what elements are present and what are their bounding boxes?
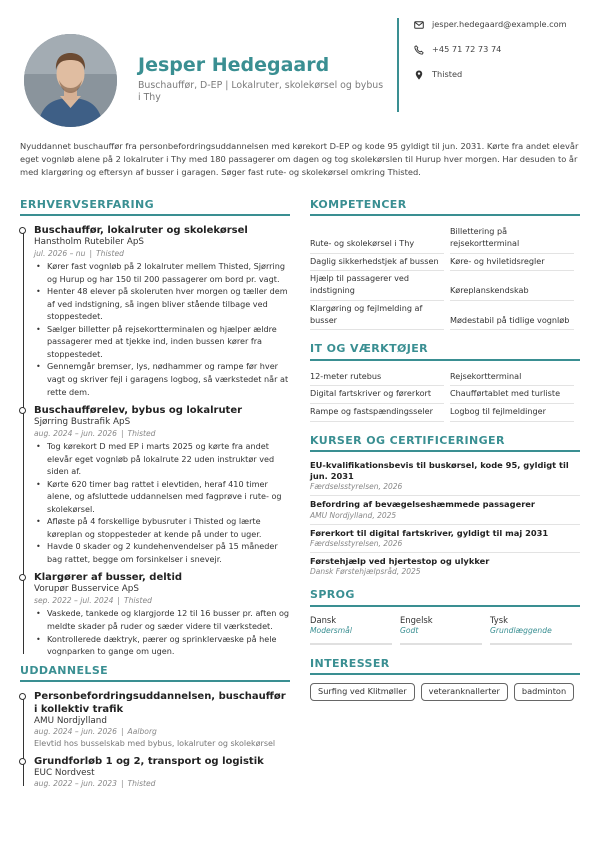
job-dates: sep. 2022 – jul. 2024 — [34, 595, 114, 605]
course-title: Befordring af bevægelseshæmmede passagerer — [310, 499, 536, 510]
section-title-courses: KURSER OG CERTIFICERINGER — [310, 434, 580, 452]
job-title: Buschauffør, lokalruter og skolekørsel — [34, 225, 248, 237]
school: EUC Nordvest — [34, 768, 95, 779]
language-name: Tysk — [490, 614, 508, 625]
contact-phone-text: +45 71 72 73 74 — [432, 44, 502, 55]
interest-tag: veteranknallerter — [421, 683, 508, 700]
tool-item: 12-meter rutebus — [310, 369, 444, 387]
job-meta — [34, 596, 290, 607]
language-name: Dansk — [310, 614, 337, 625]
education-place: Aalborg — [127, 727, 157, 737]
tools-grid — [310, 369, 580, 422]
job-meta — [34, 429, 290, 440]
job-bullet: • Kørte 620 timer bag rattet i elevtiden, heraf 410 timer alene, og afsluttede uddannelsen med fagprøve i rute- og skolekørsel. — [36, 478, 290, 516]
education-description: Elevtid hos busselskab med bybus, lokalruter og skolekørsel — [34, 738, 276, 748]
skill-item: Daglig sikkerhedstjek af bussen — [310, 254, 444, 272]
skill-item: Billettering på rejsekortterminal — [450, 224, 574, 253]
tool-item: Chaufførtablet med turliste — [450, 386, 574, 404]
person-headline: Buschauffør, D-EP | Lokalruter, skolekørsel og bybus i Thy — [138, 80, 384, 104]
interest-tag: Surfing ved Klitmøller — [310, 683, 415, 700]
skill-item: Køre- og hviletidsregler — [450, 254, 574, 272]
languages-list — [310, 615, 580, 645]
language-level: Modersmål — [310, 626, 352, 636]
profile-summary: Nyuddannet buschauffør fra personbefordringsuddannelsen med kørekort D-EP og kode 95 gyldigt til jun. 2031. Kørte fra andet elevår eget vognløb alene på 2 lokalruter i Thy med 180 passagerer om dagen og tog skolekørslen til Hurup hver morgen. Har desuden to år med klargøring og eftersyn af busser i garagen. Søger fast rute- og skolekørsel omkring Thisted. — [20, 141, 579, 178]
skill-item: Klargøring og fejlmelding af busser — [310, 301, 444, 330]
employer: Hanstholm Rutebiler ApS — [34, 237, 145, 248]
education-dates: aug. 2024 – jun. 2026 — [34, 727, 117, 737]
course-entry — [310, 460, 580, 497]
education-entry — [34, 755, 290, 790]
language-name: Engelsk — [400, 614, 433, 625]
education-title: Personbefordringsuddannelsen, buschauffør i kollektiv trafik — [34, 690, 286, 715]
contact-list — [414, 19, 567, 94]
tool-item: Rejsekortterminal — [450, 369, 574, 387]
job-bullets — [34, 440, 290, 565]
language-divider — [490, 643, 572, 645]
experience-list — [20, 224, 290, 657]
course-meta: Dansk Førstehjælpsråd, 2025 — [310, 567, 421, 577]
timeline-dot — [19, 758, 26, 765]
contact-phone[interactable] — [414, 44, 567, 56]
education-entry — [34, 690, 290, 749]
left-column — [20, 198, 290, 796]
course-meta: Færdselsstyrelsen, 2026 — [310, 538, 403, 548]
header-divider — [397, 18, 399, 112]
course-entry — [310, 556, 580, 580]
education-dates: aug. 2022 – jun. 2023 — [34, 779, 117, 789]
resume-header — [0, 0, 600, 132]
course-entry — [310, 528, 580, 553]
job-bullets — [34, 260, 290, 398]
tool-item: Rampe og fastspændingsseler — [310, 404, 444, 422]
section-title-experience: ERHVERVSERFARING — [20, 198, 290, 216]
job-bullet: • Henter 48 elever på skoleruten hver morgen og tæller dem af ved indstigning, så ingen bliver stående tilbage ved stoppestedet. — [36, 285, 290, 323]
contact-location-text: Thisted — [432, 69, 463, 80]
skill-item: Hjælp til passagerer ved indstigning — [310, 271, 444, 300]
language-level: Grundlæggende — [490, 626, 552, 636]
section-title-languages: SPROG — [310, 588, 580, 606]
education-meta — [34, 727, 290, 738]
job-bullets — [34, 607, 290, 657]
meta-separator: | — [120, 727, 124, 737]
profile-photo-image — [24, 34, 117, 127]
experience-entry — [34, 404, 290, 565]
timeline-dot — [19, 227, 26, 234]
job-bullet: • Kontrollerede dæktryk, pærer og sprinklervæske på hele vognparken to gange om ugen. — [36, 633, 290, 658]
experience-entry — [34, 571, 290, 657]
course-meta: Færdselsstyrelsen, 2026 — [310, 482, 403, 492]
job-bullet: • Sælger billetter på rejsekortterminalen og hjælper ældre passagerer med at tjekke ind, inden bussen kører fra stoppestedet. — [36, 323, 290, 361]
language-entry — [400, 615, 490, 645]
skill-item: Mødestabil på tidlige vognløb — [450, 301, 574, 330]
job-dates: jul. 2026 – nu — [34, 248, 86, 258]
section-title-skills: KOMPETENCER — [310, 198, 580, 216]
section-title-interests: INTERESSER — [310, 657, 580, 675]
envelope-icon — [414, 20, 424, 30]
job-bullet: • Vaskede, tankede og klargjorde 12 til 16 busser pr. aften og meldte skader på ruder og sæder videre til værkstedet. — [36, 607, 290, 632]
job-bullet: • Tog kørekort D med EP i marts 2025 og kørte fra andet elevår eget vognløb på lokalrute 22 uden instruktør ved siden af. — [36, 440, 290, 478]
course-title: Førstehjælp ved hjertestop og ulykker — [310, 556, 490, 567]
skills-grid — [310, 224, 580, 330]
timeline-dot — [19, 407, 26, 414]
section-title-education: UDDANNELSE — [20, 664, 290, 682]
job-place: Thisted — [123, 595, 152, 605]
language-entry — [490, 615, 580, 645]
job-meta — [34, 249, 290, 260]
course-title: EU-kvalifikationsbevis til buskørsel, kode 95, gyldigt til jun. 2031 — [310, 459, 569, 482]
profile-photo — [24, 34, 117, 127]
education-place: Thisted — [127, 779, 156, 789]
meta-separator: | — [120, 428, 124, 438]
job-bullet: • Afløste på 4 forskellige bybusruter i Thisted og lærte køreplan og stoppesteder at kende på under to uger. — [36, 515, 290, 540]
contact-email-text: jesper.hedegaard@example.com — [432, 19, 567, 30]
language-entry — [310, 615, 400, 645]
skill-item: Rute- og skolekørsel i Thy — [310, 224, 444, 253]
tool-item: Digital fartskriver og førerkort — [310, 386, 444, 404]
courses-list — [310, 460, 580, 580]
job-bullet: • Havde 0 skader og 2 kundehenvendelser på 15 måneder bag rattet, begge om forsinkelser i snevejr. — [36, 540, 290, 565]
right-column — [310, 198, 580, 701]
interests-list — [310, 683, 580, 700]
job-title: Klargører af busser, deltid — [34, 572, 183, 584]
person-name: Jesper Hedegaard — [138, 54, 330, 76]
job-bullet: • Gennemgår bremser, lys, nødhammer og rampe før hver vagt og skriver fejl i garagens logbog, så værkstedet når at rette dem. — [36, 360, 290, 398]
meta-separator: | — [120, 779, 124, 789]
employer: Sjørring Bustrafik ApS — [34, 417, 131, 428]
interest-tag: badminton — [514, 683, 574, 700]
contact-email[interactable] — [414, 19, 567, 31]
tool-item: Logbog til fejlmeldinger — [450, 404, 574, 422]
meta-separator: | — [117, 595, 120, 605]
education-list — [20, 690, 290, 790]
section-title-tools: IT OG VÆRKTØJER — [310, 342, 580, 360]
education-title: Grundforløb 1 og 2, transport og logistik — [34, 756, 264, 768]
employer: Vorupør Busservice ApS — [34, 584, 139, 595]
skill-item: Køreplanskendskab — [450, 271, 574, 300]
language-divider — [310, 643, 392, 645]
job-dates: aug. 2024 – jun. 2026 — [34, 428, 117, 438]
course-entry — [310, 499, 580, 524]
phone-icon — [414, 45, 424, 55]
job-place: Thisted — [127, 428, 156, 438]
course-meta: AMU Nordjylland, 2025 — [310, 510, 397, 520]
job-title: Buschaufførelev, bybus og lokalruter — [34, 405, 243, 417]
language-divider — [400, 643, 482, 645]
contact-location — [414, 69, 567, 81]
timeline-dot — [19, 693, 26, 700]
course-title: Førerkort til digital fartskriver, gyldigt til maj 2031 — [310, 527, 549, 538]
job-bullet: • Kører fast vognløb på 2 lokalruter mellem Thisted, Sjørring og Hurup og har 150 til 200 passagerer om bord pr. vagt. — [36, 260, 290, 285]
education-meta — [34, 779, 290, 790]
experience-entry — [34, 224, 290, 398]
map-pin-icon — [414, 70, 424, 80]
language-level: Godt — [400, 626, 419, 636]
meta-separator: | — [89, 248, 92, 258]
job-place: Thisted — [96, 248, 124, 258]
school: AMU Nordjylland — [34, 715, 107, 726]
timeline-dot — [19, 574, 26, 581]
